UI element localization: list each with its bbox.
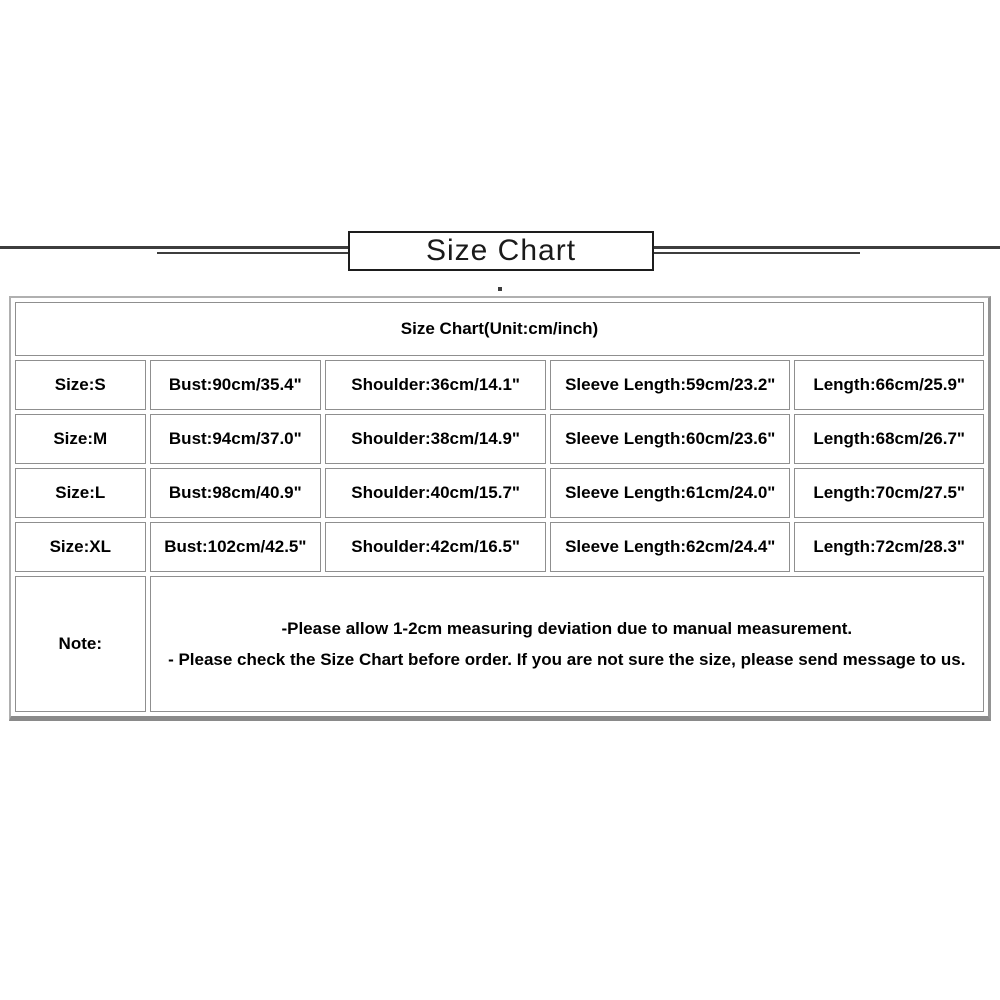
- size-table: [11, 298, 988, 716]
- sleeve-length-cell: Sleeve Length:60cm/23.6": [550, 414, 790, 464]
- shoulder-cell: Shoulder:42cm/16.5": [325, 522, 546, 572]
- bust-cell: Bust:102cm/42.5": [150, 522, 322, 572]
- length-cell: Length:68cm/26.7": [794, 414, 984, 464]
- stray-dot-mark: [498, 287, 502, 291]
- bust-cell: Bust:94cm/37.0": [150, 414, 322, 464]
- title-rule-right-bottom: [653, 252, 860, 254]
- title-rule-left-bottom: [157, 252, 349, 254]
- sleeve-length-cell: Sleeve Length:59cm/23.2": [550, 360, 790, 410]
- table-row-size-s: [15, 360, 984, 410]
- page-title: Size Chart: [425, 234, 577, 267]
- table-row-size-l: [15, 468, 984, 518]
- note-content: [155, 619, 979, 670]
- title-rule-right-top: [653, 246, 1000, 249]
- shoulder-cell: Shoulder:38cm/14.9": [325, 414, 546, 464]
- size-cell: Size:L: [15, 468, 146, 518]
- table-header-row: [15, 302, 984, 356]
- table-header-cell: Size Chart(Unit:cm/inch): [15, 302, 984, 356]
- shoulder-cell: Shoulder:36cm/14.1": [325, 360, 546, 410]
- note-label-cell: Note:: [15, 576, 146, 712]
- bust-cell: Bust:90cm/35.4": [150, 360, 322, 410]
- title-box: [348, 231, 654, 271]
- sleeve-length-cell: Sleeve Length:62cm/24.4": [550, 522, 790, 572]
- sleeve-length-cell: Sleeve Length:61cm/24.0": [550, 468, 790, 518]
- size-table-frame: [9, 296, 991, 721]
- note-line-1: -Please allow 1-2cm measuring deviation due to manual measurement.: [281, 618, 853, 638]
- table-row-size-m: [15, 414, 984, 464]
- size-cell: Size:S: [15, 360, 146, 410]
- table-row-size-xl: [15, 522, 984, 572]
- bust-cell: Bust:98cm/40.9": [150, 468, 322, 518]
- table-note-row: [15, 576, 984, 712]
- length-cell: Length:72cm/28.3": [794, 522, 984, 572]
- note-line-2: - Please check the Size Chart before order. If you are not sure the size, please send message to us.: [168, 649, 966, 669]
- title-rule-left-top: [0, 246, 349, 249]
- length-cell: Length:70cm/27.5": [794, 468, 984, 518]
- note-text-cell: [150, 576, 984, 712]
- length-cell: Length:66cm/25.9": [794, 360, 984, 410]
- shoulder-cell: Shoulder:40cm/15.7": [325, 468, 546, 518]
- size-cell: Size:M: [15, 414, 146, 464]
- size-cell: Size:XL: [15, 522, 146, 572]
